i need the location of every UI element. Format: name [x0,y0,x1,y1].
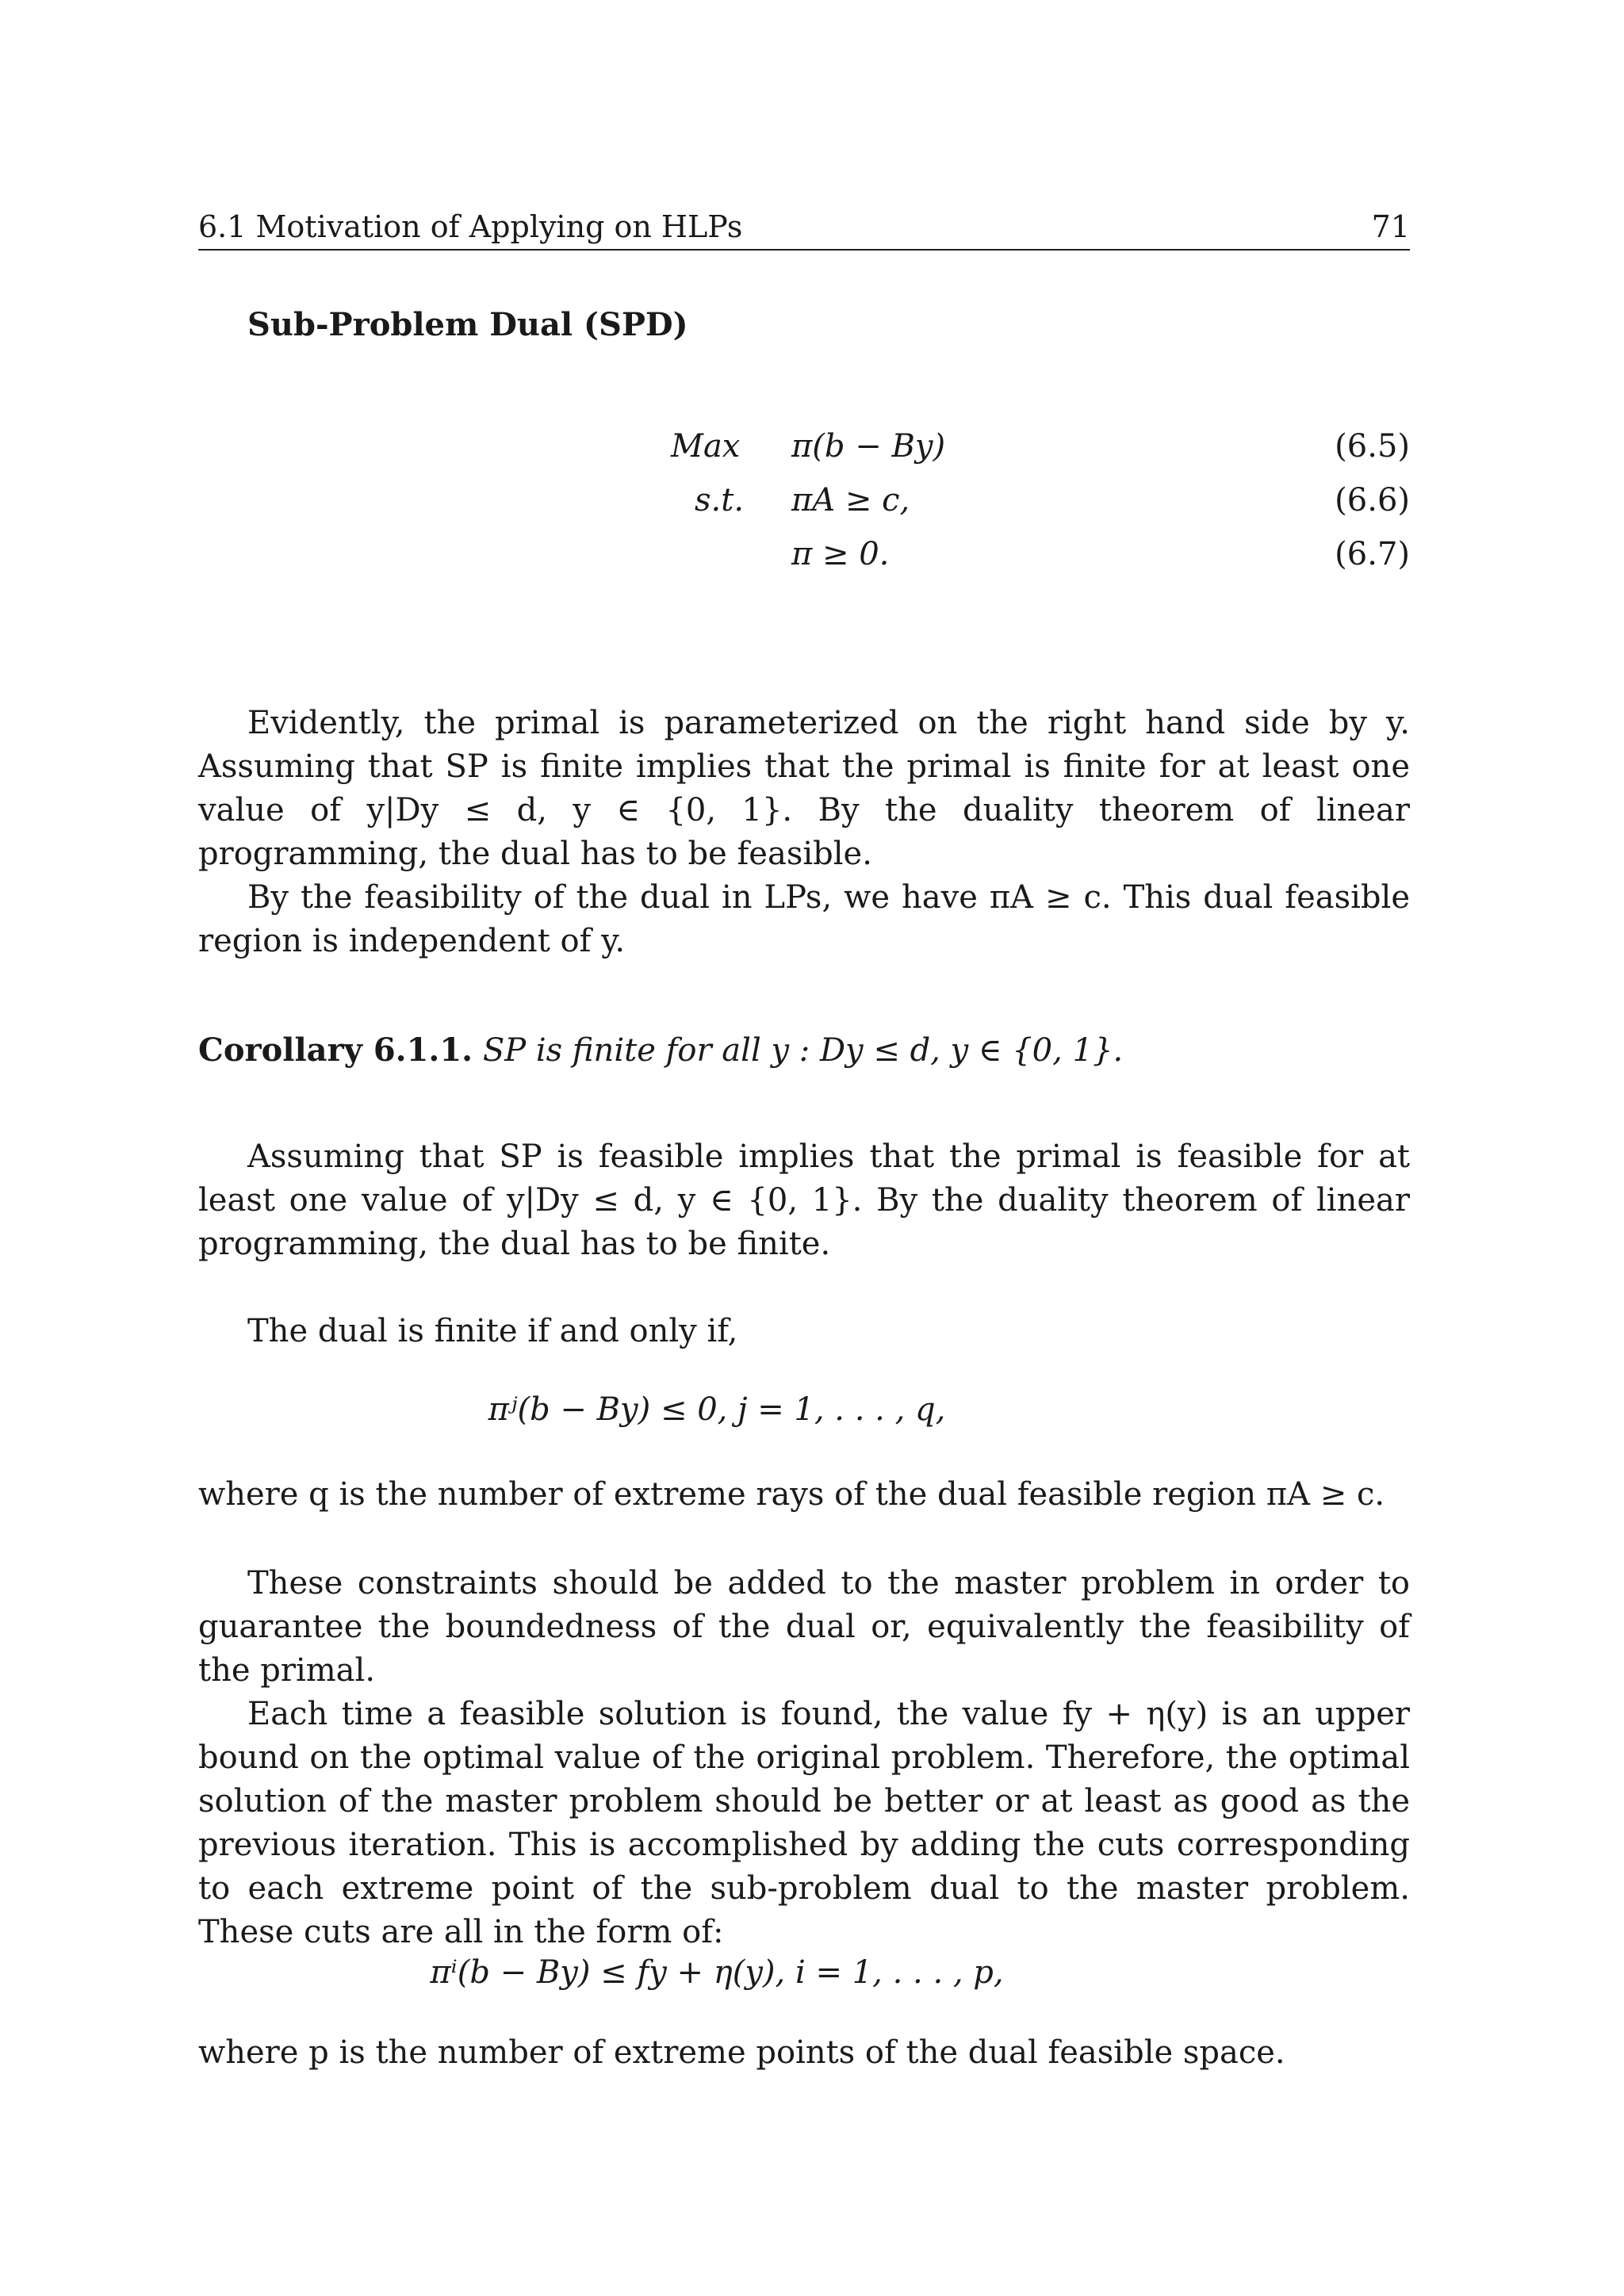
lp-label-st: s.t. [695,482,745,519]
running-header [198,208,1410,251]
extreme-rays-equation: πʲ(b − By) ≤ 0, j = 1, . . . , q, [488,1391,946,1428]
extreme-points-equation: πⁱ(b − By) ≤ fy + η(y), i = 1, . . . , p, [430,1954,1004,1991]
lp-label-max: Max [671,428,741,465]
lp-objective: π(b − By) [791,428,946,465]
paragraph-2: By the feasibility of the dual in LPs, we have πA ≥ c. This dual feasible region is independent of y. [198,879,1410,959]
lp-constraint-2: π ≥ 0. [791,536,890,572]
eq-number-6-6: (6.6) [1335,482,1410,519]
section-heading: Sub-Problem Dual (SPD) [247,306,688,343]
lp-constraint-1: πA ≥ c, [791,482,910,519]
eq-number-6-5: (6.5) [1335,428,1410,465]
corollary-text: SP is finite for all y : Dy ≤ d, y ∈ {0, 1}. [482,1032,1124,1069]
paragraph-7: Each time a feasible solution is found, the value fy + η(y) is an upper bound on the optimal value of the original problem. Therefore, the optimal solution of the master problem should be better or at least as good as the previous iteration. This is accomplished by adding the cuts corresponding to each extreme point of the sub-problem dual to the master problem. These cuts are all in the form of: [198,1696,1410,1950]
paragraph-1: Evidently, the primal is parameterized on the right hand side by y. Assuming that SP is finite implies that the primal is finite for at least one value of y|Dy ≤ d, y ∈ {0, 1}. By the duality theorem of linear programming, the dual has to be feasible. [198,705,1410,872]
paragraph-5: where q is the number of extreme rays of the dual feasible region πA ≥ c. [198,1476,1385,1513]
eq-number-6-7: (6.7) [1335,536,1410,572]
paragraph-4: The dual is finite if and only if, [247,1313,738,1349]
header-section-title: 6.1 Motivation of Applying on HLPs [198,209,743,244]
page-number: 71 [1371,209,1410,244]
paragraph-3: Assuming that SP is feasible implies that the primal is feasible for at least one value of y|Dy ≤ d, y ∈ {0, 1}. By the duality theorem of linear programming, the dual has to be finite. [198,1138,1410,1262]
corollary [198,1028,1410,1073]
corollary-label: Corollary 6.1.1. [198,1031,473,1069]
paragraph-6: These constraints should be added to the master problem in order to guarantee the boundedness of the dual or, equivalently the feasibility of the primal. [198,1565,1410,1689]
paragraph-8: where p is the number of extreme points of the dual feasible space. [198,2034,1285,2071]
